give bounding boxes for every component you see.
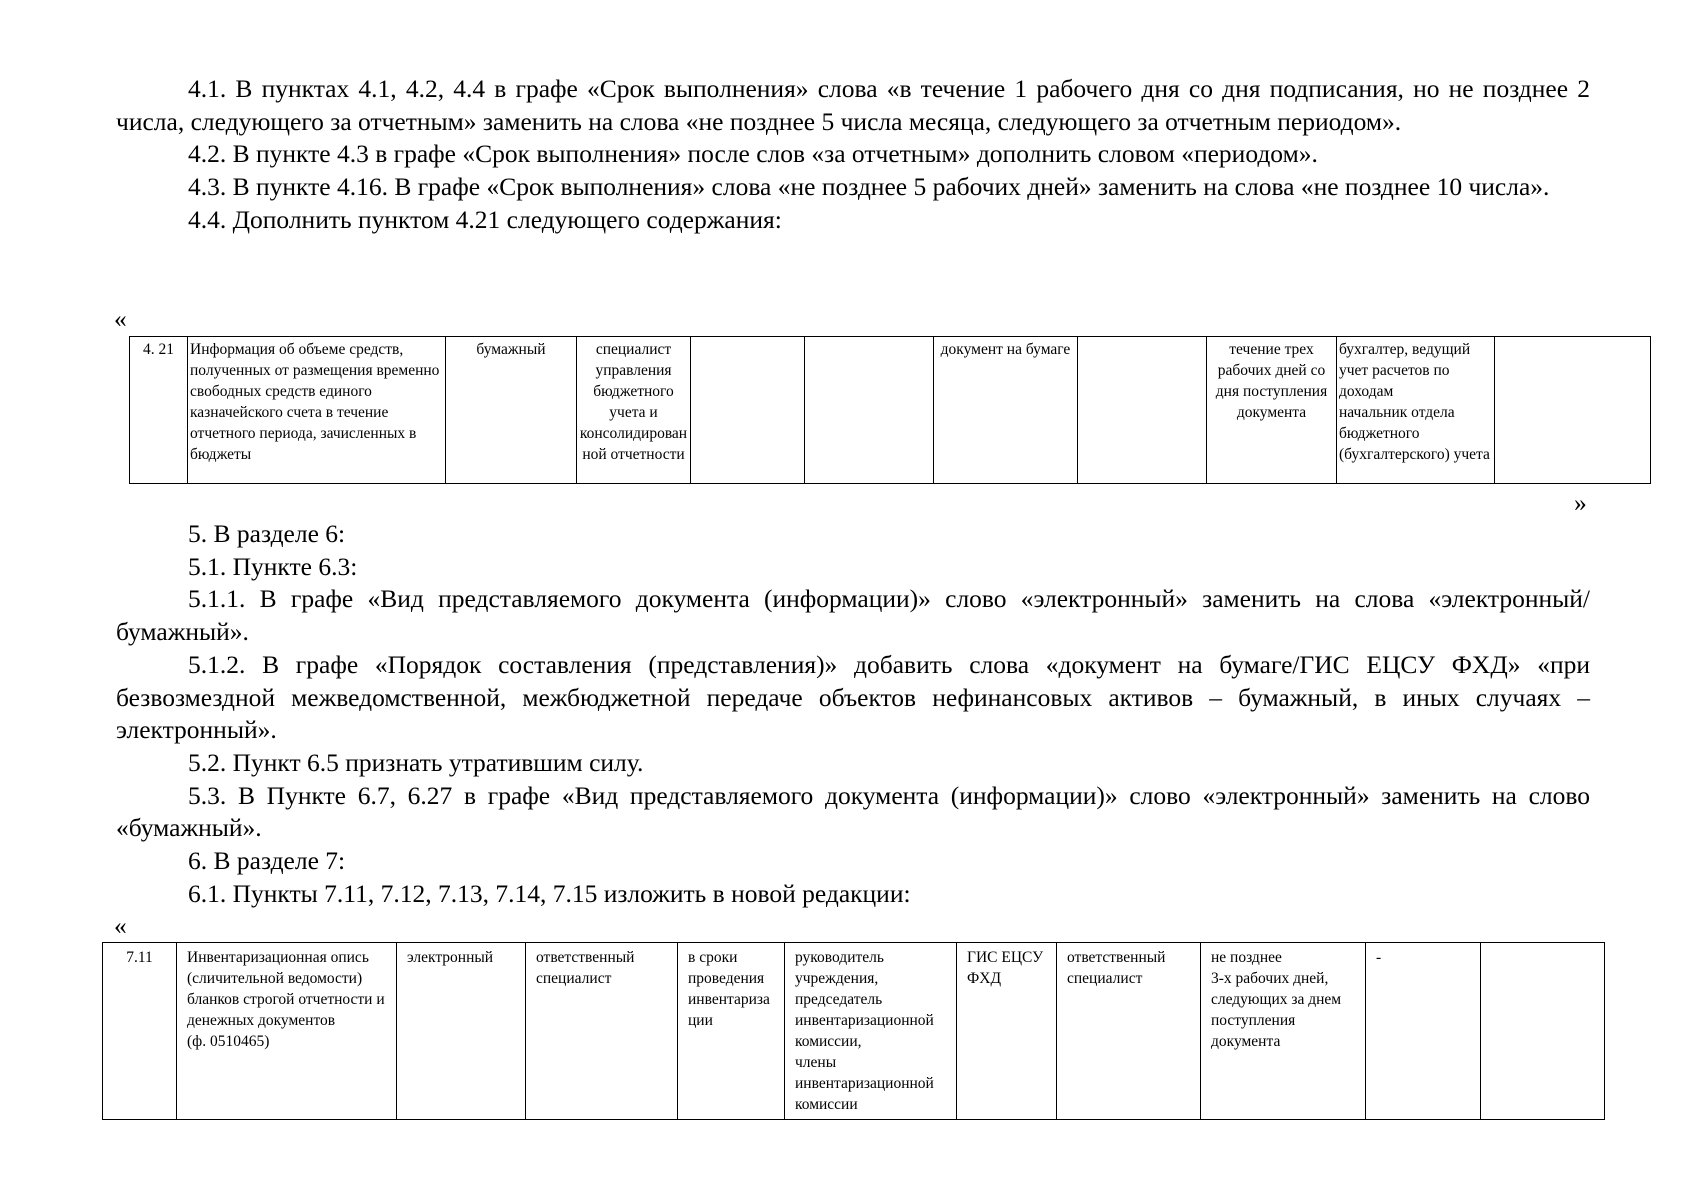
- document-type-cell: бумажный: [446, 337, 577, 484]
- amendment-table-4-21: [129, 336, 1651, 484]
- paragraph-4-4: 4.4. Дополнить пунктом 4.21 следующего содержания:: [188, 204, 782, 234]
- recipient-cell: бухгалтер, ведущий учет расчетов по доходам начальник отдела бюджетного (бухгалтерского) учета: [1337, 337, 1495, 484]
- paragraph-4-3: 4.3. В пункте 4.16. В графе «Срок выполнения» слова «не позднее 5 рабочих дней» заменить на слова «не позднее 10 числа».: [188, 172, 1550, 202]
- deadline-cell: течение трех рабочих дней со дня поступления документа: [1207, 337, 1337, 484]
- table-row: [103, 943, 1605, 1120]
- paragraph-4-1: 4.1. В пунктах 4.1, 4.2, 4.4 в графе «Срок выполнения» слова «в течение 1 рабочего дня со дня подписания, но не позднее 2 числа, следующего за отчетным» заменить на слова «не позднее 5 числа месяца, следующего за отчетным периодом».: [116, 74, 1590, 136]
- paragraph-6-1: 6.1. Пункты 7.11, 7.12, 7.13, 7.14, 7.15 изложить в новой редакции:: [188, 878, 911, 908]
- deadline-cell: не позднее 3-х рабочих дней, следующих за днем поступления документа: [1201, 943, 1366, 1120]
- empty-cell: [1481, 943, 1605, 1120]
- timing-cell: в сроки проведения инвентаризации: [678, 943, 785, 1120]
- empty-cell: [691, 337, 805, 484]
- responsible-cell: специалист управления бюджетного учета и консолидированной отчетности: [577, 337, 691, 484]
- closing-quote-1: »: [1574, 488, 1587, 517]
- document-name-cell: Информация об объеме средств, полученных от размещения временно свободных средств единого казначейского счета в течение отчетного периода, зачисленных в бюджеты: [188, 337, 446, 484]
- amendment-table-7-11: [102, 942, 1605, 1120]
- procedure-cell: документ на бумаге: [934, 337, 1078, 484]
- section-6-7-amendments: [116, 518, 1590, 910]
- item-number-cell: 4. 21: [130, 337, 188, 484]
- paragraph-5-3: 5.3. В Пункте 6.7, 6.27 в графе «Вид представляемого документа (информации)» слово «электронный» заменить на слово «бумажный».: [116, 780, 1590, 843]
- paragraph-5-1: 5.1. Пункте 6.3:: [188, 551, 358, 581]
- opening-quote-1: «: [114, 304, 127, 333]
- signatories-cell: руководитель учреждения, председатель инвентаризационной комиссии, члены инвентаризационной комиссии: [785, 943, 957, 1120]
- paragraph-5-1-1: 5.1.1. В графе «Вид представляемого документа (информации)» слово «электронный» заменить на слова «электронный/бумажный».: [116, 584, 1590, 647]
- empty-cell: [1078, 337, 1207, 484]
- document-type-cell: электронный: [397, 943, 526, 1120]
- paragraph-5-2: 5.2. Пункт 6.5 признать утратившим силу.: [188, 747, 644, 777]
- responsible-cell: ответственный специалист: [526, 943, 678, 1120]
- empty-cell: [805, 337, 934, 484]
- recipient-cell: ответственный специалист: [1057, 943, 1201, 1120]
- system-cell: ГИС ЕЦСУ ФХД: [957, 943, 1057, 1120]
- dash-cell: -: [1366, 943, 1481, 1120]
- opening-quote-2: «: [114, 911, 127, 940]
- document-name-cell: Инвентаризационная опись (сличительной ведомости) бланков строгой отчетности и денежных документов (ф. 0510465): [177, 943, 397, 1120]
- section-4-amendments: [116, 73, 1590, 237]
- paragraph-5-1-2: 5.1.2. В графе «Порядок составления (представления)» добавить слова «документ на бумаге/ГИС ЕЦСУ ФХД» «при безвозмездной межведомственной, межбюджетной передаче объектов нефинансовых активов – бумажный, в иных случаях – электронный».: [116, 649, 1590, 745]
- empty-cell: [1495, 337, 1651, 484]
- table-row: [130, 337, 1651, 484]
- item-number-cell: 7.11: [103, 943, 177, 1120]
- paragraph-4-2: 4.2. В пункте 4.3 в графе «Срок выполнения» после слов «за отчетным» дополнить словом «периодом».: [188, 139, 1318, 169]
- paragraph-5: 5. В разделе 6:: [188, 519, 346, 548]
- paragraph-6: 6. В разделе 7:: [188, 846, 346, 876]
